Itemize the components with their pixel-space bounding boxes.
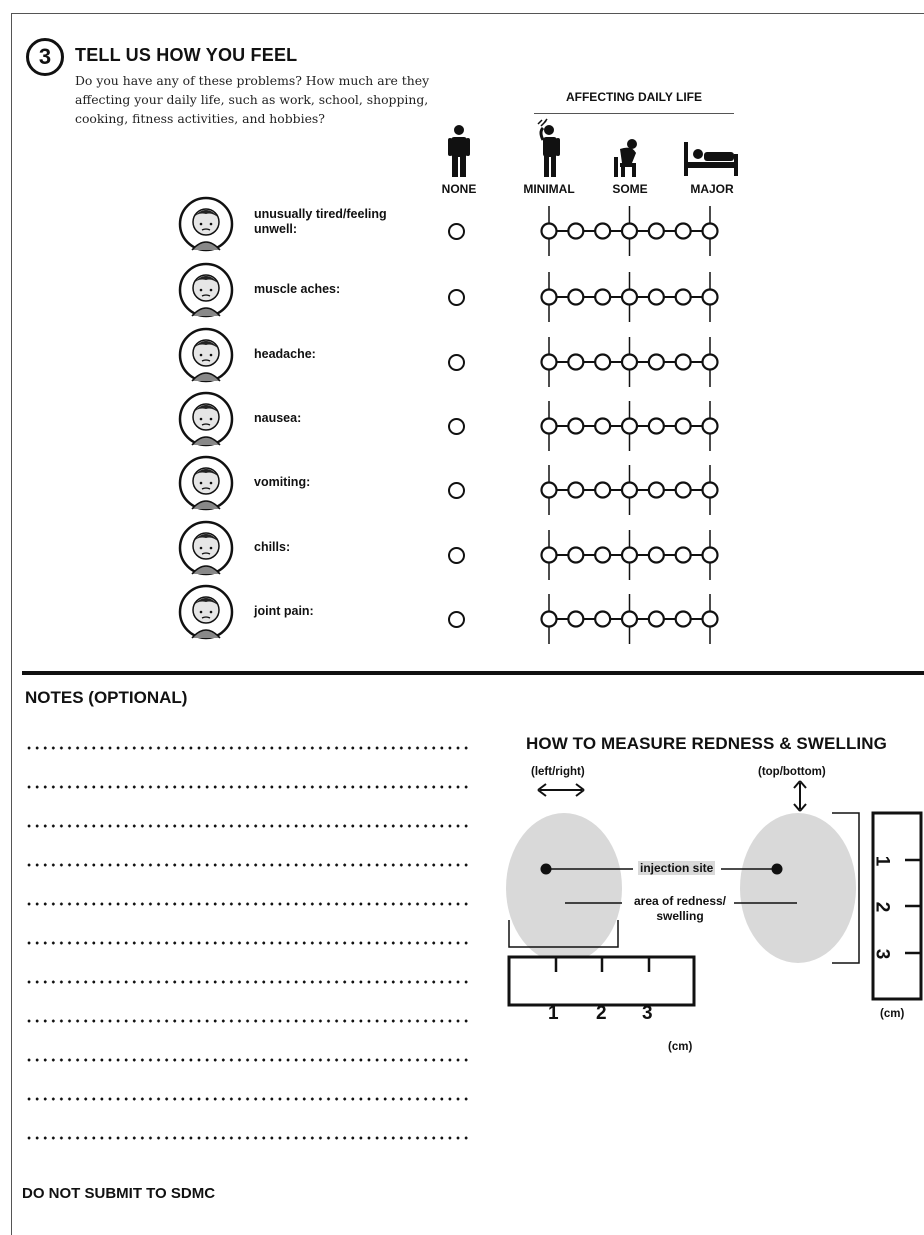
symptom-label: nausea: — [254, 411, 302, 425]
severity-radio[interactable] — [622, 355, 637, 370]
severity-radio[interactable] — [703, 548, 718, 563]
severity-radio[interactable] — [595, 548, 610, 563]
ruler-mark-1: 1 — [548, 1003, 559, 1024]
symptom-label: chills: — [254, 540, 291, 554]
severity-radio[interactable] — [542, 224, 557, 239]
severity-radio[interactable] — [649, 612, 664, 627]
severity-scale — [534, 465, 724, 517]
chills-icon — [178, 520, 234, 576]
severity-radio[interactable] — [649, 224, 664, 239]
ruler-mark-2: 2 — [596, 1003, 607, 1024]
severity-radio[interactable] — [703, 483, 718, 498]
injection-site-label: injection site — [640, 861, 714, 875]
notes-line[interactable] — [25, 745, 471, 751]
standing-person-icon — [446, 124, 472, 178]
symptom-row — [0, 520, 924, 584]
severity-radio[interactable] — [649, 355, 664, 370]
symptom-row — [0, 391, 924, 455]
vertical-ruler-mark-2: 2 — [871, 901, 893, 913]
severity-radio[interactable] — [568, 290, 583, 305]
severity-radio[interactable] — [542, 548, 557, 563]
symptom-row — [0, 196, 924, 260]
horizontal-ruler-unit: (cm) — [668, 1041, 693, 1053]
severity-radio[interactable] — [676, 483, 691, 498]
symptom-label: vomiting: — [254, 475, 311, 489]
notes-line[interactable] — [25, 1096, 471, 1102]
none-radio[interactable] — [448, 289, 465, 306]
redness-area-right — [740, 813, 856, 963]
top-bottom-label: (top/bottom) — [758, 766, 826, 778]
severity-radio[interactable] — [676, 290, 691, 305]
severity-scale — [534, 401, 724, 453]
severity-radio[interactable] — [542, 355, 557, 370]
vomiting-icon — [178, 455, 234, 511]
severity-radio[interactable] — [622, 224, 637, 239]
redness-area-label — [626, 894, 734, 924]
severity-scale — [534, 337, 724, 389]
severity-radio[interactable] — [568, 355, 583, 370]
severity-radio[interactable] — [676, 612, 691, 627]
section-intro: Do you have any of these problems? How much are they affecting your daily life, such as work, school, shopping, cooking, fitness activities, and hobbies? — [75, 73, 430, 126]
affecting-daily-life-heading: AFFECTING DAILY LIFE — [534, 90, 734, 114]
severity-radio[interactable] — [649, 483, 664, 498]
severity-scale — [534, 530, 724, 582]
notes-line[interactable] — [25, 823, 471, 829]
none-radio[interactable] — [448, 482, 465, 499]
redness-area-left — [506, 813, 622, 963]
person-in-bed-icon — [684, 140, 738, 176]
severity-radio[interactable] — [703, 224, 718, 239]
column-minimal-label: MINIMAL — [523, 182, 575, 196]
step-number-badge: 3 — [26, 38, 64, 76]
vertical-ruler-unit: (cm) — [880, 1008, 905, 1020]
none-radio[interactable] — [448, 354, 465, 371]
ruler-mark-3: 3 — [642, 1003, 653, 1024]
severity-radio[interactable] — [703, 290, 718, 305]
severity-radio[interactable] — [568, 419, 583, 434]
left-right-label: (left/right) — [531, 766, 585, 778]
symptom-label: headache: — [254, 347, 316, 361]
column-major-label: MAJOR — [690, 182, 734, 196]
notes-line[interactable] — [25, 862, 471, 868]
symptom-row — [0, 262, 924, 326]
severity-radio[interactable] — [595, 290, 610, 305]
section-divider — [22, 671, 924, 675]
notes-line[interactable] — [25, 1018, 471, 1024]
none-radio[interactable] — [448, 418, 465, 435]
redness-area-label-line2: swelling — [656, 909, 704, 923]
severity-radio[interactable] — [595, 612, 610, 627]
severity-radio[interactable] — [595, 483, 610, 498]
measure-title: HOW TO MEASURE REDNESS & SWELLING — [526, 734, 887, 753]
footer-note: DO NOT SUBMIT TO SDMC — [22, 1185, 216, 1202]
severity-radio[interactable] — [542, 612, 557, 627]
severity-radio[interactable] — [622, 548, 637, 563]
column-some-label: SOME — [612, 182, 648, 196]
headache-icon — [178, 327, 234, 383]
severity-radio[interactable] — [676, 224, 691, 239]
severity-radio[interactable] — [649, 290, 664, 305]
severity-radio[interactable] — [649, 548, 664, 563]
muscle-aches-icon — [178, 262, 234, 318]
person-sitting-head-down-icon — [612, 137, 646, 177]
tired-face-icon — [178, 196, 234, 252]
notes-line[interactable] — [25, 940, 471, 946]
section-title: TELL US HOW YOU FEEL — [75, 45, 298, 65]
symptom-row — [0, 327, 924, 391]
severity-radio[interactable] — [542, 419, 557, 434]
severity-radio[interactable] — [622, 290, 637, 305]
none-radio[interactable] — [448, 223, 465, 240]
symptom-row — [0, 455, 924, 519]
column-none-label: NONE — [441, 182, 477, 196]
vertical-ruler-mark-1: 1 — [871, 855, 893, 867]
none-radio[interactable] — [448, 611, 465, 628]
severity-radio[interactable] — [703, 419, 718, 434]
severity-radio[interactable] — [568, 483, 583, 498]
symptom-label: unusually tired/feeling unwell: — [254, 207, 387, 236]
none-radio[interactable] — [448, 547, 465, 564]
severity-radio[interactable] — [542, 483, 557, 498]
severity-radio[interactable] — [676, 419, 691, 434]
severity-radio[interactable] — [676, 355, 691, 370]
severity-radio[interactable] — [568, 612, 583, 627]
severity-scale — [534, 206, 724, 258]
horizontal-arrow-icon — [536, 780, 586, 800]
nausea-icon — [178, 391, 234, 447]
notes-line[interactable] — [25, 979, 471, 985]
severity-scale — [534, 594, 724, 646]
severity-radio[interactable] — [622, 419, 637, 434]
severity-radio[interactable] — [703, 612, 718, 627]
severity-radio[interactable] — [568, 548, 583, 563]
person-holding-head-icon — [535, 118, 565, 178]
severity-radio[interactable] — [676, 548, 691, 563]
severity-radio[interactable] — [595, 419, 610, 434]
severity-radio[interactable] — [595, 355, 610, 370]
severity-radio[interactable] — [595, 224, 610, 239]
symptom-label: joint pain: — [254, 604, 314, 618]
joint-pain-icon — [178, 584, 234, 640]
notes-line[interactable] — [25, 1135, 471, 1141]
severity-radio[interactable] — [622, 612, 637, 627]
severity-radio[interactable] — [622, 483, 637, 498]
symptom-label: muscle aches: — [254, 282, 341, 296]
redness-area-label-line1: area of redness/ — [633, 894, 727, 908]
notes-line[interactable] — [25, 1057, 471, 1063]
notes-line[interactable] — [25, 784, 471, 790]
severity-scale — [534, 272, 724, 324]
severity-radio[interactable] — [649, 419, 664, 434]
severity-radio[interactable] — [703, 355, 718, 370]
notes-line[interactable] — [25, 901, 471, 907]
severity-radio[interactable] — [542, 290, 557, 305]
severity-radio[interactable] — [568, 224, 583, 239]
notes-title: NOTES (OPTIONAL) — [25, 688, 188, 707]
symptom-row — [0, 584, 924, 648]
vertical-ruler-mark-3: 3 — [871, 948, 893, 960]
